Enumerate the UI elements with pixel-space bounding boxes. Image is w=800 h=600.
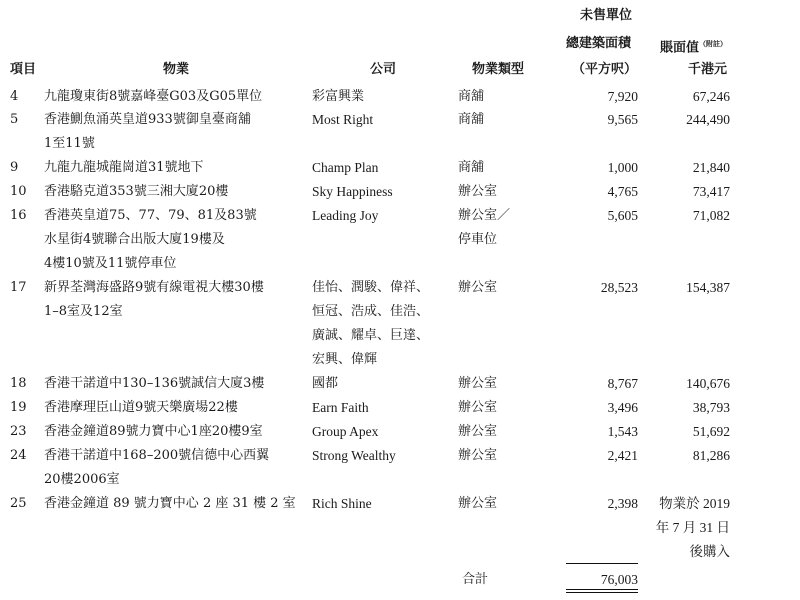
row-property: 水星街4號聯合出版大廈19樓及 (44, 232, 225, 247)
row-gfa: 5,605 (607, 208, 638, 223)
row-property-type: 停車位 (458, 232, 498, 247)
row-book-value: 年 7 月 31 日 (655, 520, 730, 535)
header-value-note: （附註） (699, 39, 728, 48)
row-book-value: 154,387 (686, 280, 730, 295)
row-property: 香港鰂魚涌英皇道933號御皇臺商舖 (44, 112, 251, 127)
row-company: 宏興、偉輝 (312, 352, 378, 367)
row-company: Group Apex (312, 424, 379, 439)
row-property: 香港摩理臣山道9號天樂廣場22樓 (44, 400, 238, 415)
row-item-number: 25 (10, 496, 27, 511)
total-double-rule-2 (566, 592, 638, 593)
row-property-type: 商舖 (458, 112, 485, 127)
row-company: Rich Shine (312, 496, 372, 511)
total-top-rule (566, 563, 638, 564)
total-gfa: 76,003 (600, 572, 638, 587)
row-company: Earn Faith (312, 400, 369, 415)
row-property-type: 辦公室 (458, 424, 498, 439)
row-gfa: 4,765 (607, 184, 638, 199)
row-property-type: 辦公室 (458, 496, 498, 511)
row-company: Strong Wealthy (312, 448, 396, 463)
row-company: Leading Joy (312, 208, 379, 223)
row-property: 九龍瓊東街8號嘉峰臺G03及G05單位 (44, 89, 263, 104)
row-item-number: 5 (10, 112, 19, 127)
row-book-value: 38,793 (692, 400, 730, 415)
row-item-number: 9 (10, 160, 19, 175)
row-property: 香港駱克道353號三湘大廈20樓 (44, 184, 229, 199)
row-property: 香港金鐘道 89 號力寶中心 2 座 31 樓 2 室 (44, 496, 296, 511)
row-company: Most Right (312, 112, 374, 127)
row-book-value: 物業於 2019 (659, 496, 730, 511)
total-label: 合計 (462, 572, 489, 587)
row-item-number: 16 (10, 208, 27, 223)
row-property-type: 辦公室／ (458, 208, 511, 223)
row-gfa: 1,000 (607, 160, 638, 175)
row-gfa: 28,523 (600, 280, 638, 295)
row-gfa: 3,496 (607, 400, 638, 415)
header-property: 物業 (163, 62, 190, 77)
row-property-type: 商舖 (458, 89, 485, 104)
row-gfa: 8,767 (607, 376, 638, 391)
header-gfa-line3: （平方呎） (572, 62, 638, 77)
row-property: 4樓10號及11號停車位 (44, 256, 177, 271)
row-company: Champ Plan (312, 160, 379, 175)
row-company: 廣誠、耀卓、巨達、 (312, 328, 430, 343)
row-gfa: 9,565 (607, 112, 638, 127)
row-company: 彩富興業 (312, 89, 365, 104)
row-company: 恒冠、浩成、佳浩、 (312, 304, 430, 319)
row-book-value: 244,490 (686, 112, 730, 127)
header-type: 物業類型 (472, 62, 525, 77)
row-book-value: 後購入 (689, 544, 730, 559)
row-property: 香港英皇道75、77、79、81及83號 (44, 208, 257, 223)
row-item-number: 4 (10, 89, 19, 104)
row-property-type: 辦公室 (458, 184, 498, 199)
header-item: 項目 (10, 62, 37, 77)
row-property-type: 商舖 (458, 160, 485, 175)
row-property: 1至11號 (44, 136, 95, 151)
row-company: Sky Happiness (312, 184, 393, 199)
row-item-number: 19 (10, 400, 27, 415)
header-value-line1: 賬面值$^{(附註)}$ (660, 39, 728, 56)
row-item-number: 23 (10, 424, 27, 439)
row-book-value: 71,082 (692, 208, 730, 223)
row-company: 國都 (312, 376, 339, 391)
row-property: 1–8室及12室 (44, 304, 123, 319)
row-property-type: 辦公室 (458, 448, 498, 463)
row-company: 佳怡、潤駿、偉祥、 (312, 280, 430, 295)
row-property: 20樓2006室 (44, 472, 120, 487)
row-item-number: 24 (10, 448, 27, 463)
row-property: 九龍九龍城龍崗道31號地下 (44, 160, 204, 175)
row-book-value: 51,692 (692, 424, 730, 439)
total-double-rule-1 (566, 589, 638, 590)
header-gfa-line2: 總建築面積 (566, 36, 632, 51)
row-item-number: 17 (10, 280, 27, 295)
row-item-number: 18 (10, 376, 27, 391)
row-book-value: 73,417 (692, 184, 730, 199)
row-book-value: 81,286 (692, 448, 730, 463)
row-property: 香港干諾道中168–200號信德中心西翼 (44, 448, 270, 463)
header-company: 公司 (370, 62, 397, 77)
row-property: 香港干諾道中130–136號誠信大廈3樓 (44, 376, 265, 391)
row-gfa: 1,543 (607, 424, 638, 439)
row-item-number: 10 (10, 184, 27, 199)
header-value-line2: 千港元 (688, 62, 728, 77)
row-property-type: 辦公室 (458, 400, 498, 415)
row-gfa: 7,920 (607, 89, 638, 104)
row-property-type: 辦公室 (458, 376, 498, 391)
row-gfa: 2,421 (607, 448, 638, 463)
row-book-value: 140,676 (686, 376, 730, 391)
row-property: 香港金鐘道89號力寶中心1座20樓9室 (44, 424, 263, 439)
row-book-value: 21,840 (692, 160, 730, 175)
row-property: 新界荃灣海盛路9號有線電視大樓30樓 (44, 280, 264, 295)
row-book-value: 67,246 (692, 89, 730, 104)
row-property-type: 辦公室 (458, 280, 498, 295)
header-gfa-line1: 未售單位 (580, 8, 633, 23)
row-gfa: 2,398 (607, 496, 638, 511)
